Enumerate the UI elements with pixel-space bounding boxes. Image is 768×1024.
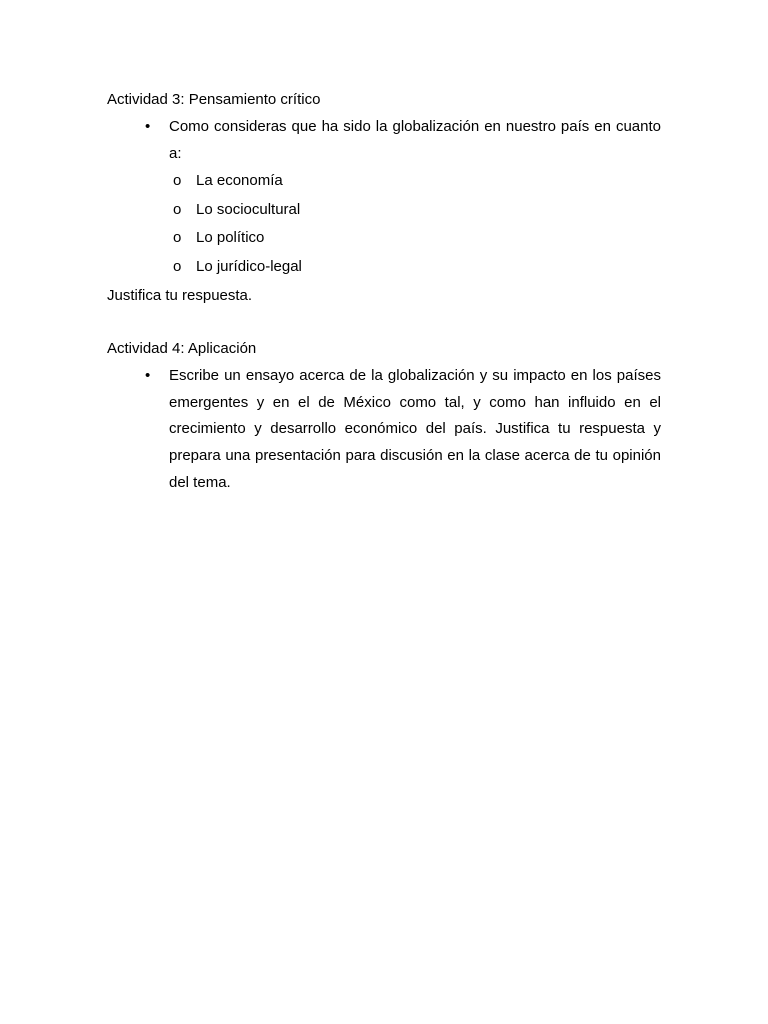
sub-item-economia: La economía [196,172,283,189]
sub-bullet-icon: o [173,172,182,189]
activity4-heading: Actividad 4: Aplicación [107,340,257,357]
sub-bullet-icon: o [173,201,182,218]
activity3-heading: Actividad 3: Pensamiento crítico [107,91,321,108]
activity3-closing: Justifica tu respuesta. [107,287,253,304]
activity4-instructions: Escribe un ensayo acerca de la globalización y su impacto en los países emergentes y en el de México como tal, y como han influido en el crecimiento y desarrollo económico del país. Justifica tu respuesta y prepara una presentación para discusión en la clase acerca de tu opinión del tema. [169,367,661,491]
sub-item-politico: Lo político [196,229,265,246]
sub-bullet-icon: o [173,258,182,275]
activity3-bullet-icon: • [145,118,151,135]
sub-item-sociocultural: Lo sociocultural [196,201,301,218]
sub-item-juridico-legal: Lo jurídico-legal [196,258,302,275]
activity3-question: Como consideras que ha sido la globalización en nuestro país en cuanto a: [169,118,661,162]
sub-bullet-icon: o [173,229,182,246]
activity4-bullet-icon: • [145,367,151,384]
